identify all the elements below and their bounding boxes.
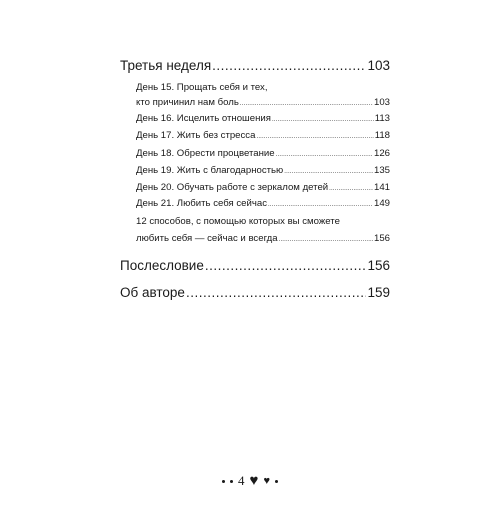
toc-leader-dots (212, 58, 366, 73)
toc-entry-title: День 16. Исцелить отношения (136, 113, 271, 124)
toc-entry-day-15 (136, 97, 390, 108)
toc-entry-day-16 (136, 113, 390, 124)
toc-leader-dots (240, 101, 373, 107)
toc-entry-title: любить себя — сейчас и всегда (136, 233, 278, 244)
toc-section-third-week (120, 58, 390, 73)
toc-leader-dots (205, 258, 367, 273)
toc-entry-title: кто причинил нам боль (136, 97, 239, 108)
toc-section-about-author (120, 285, 390, 300)
toc-entry-line1: 12 способов, с помощью которых вы сможете (136, 216, 340, 227)
toc-page-number: 156 (373, 233, 390, 244)
toc-entry-line1: День 15. Прощать себя и тех, (136, 82, 268, 93)
toc-leader-dots (272, 117, 374, 123)
toc-page-number: 118 (374, 130, 390, 141)
toc-leader-dots (279, 237, 373, 243)
toc-page-number: 159 (367, 285, 390, 300)
toc-entry-title: День 21. Любить себя сейчас (136, 198, 267, 209)
toc-leader-dots (284, 169, 373, 175)
heart-small-icon: ♥ (263, 474, 270, 487)
toc-entry-day-17 (136, 130, 390, 141)
toc-page-number: 126 (373, 148, 390, 159)
toc-leader-dots (268, 202, 373, 208)
page-number: 4 (238, 473, 245, 488)
toc-entry-day-18 (136, 148, 390, 159)
toc-page-number: 156 (367, 258, 390, 273)
toc-section-title: Об авторе (120, 285, 185, 300)
dot-ornament-icon (275, 480, 278, 483)
toc-entry-day-19 (136, 165, 390, 176)
toc-page-number: 135 (373, 165, 390, 176)
toc-section-title: Послесловие (120, 258, 204, 273)
toc-leader-dots (329, 186, 373, 192)
dot-ornament-icon (230, 480, 233, 483)
toc-entry-title: День 18. Обрести процветание (136, 148, 275, 159)
dot-ornament-icon (222, 480, 225, 483)
toc-entry-12-ways (136, 233, 390, 244)
toc-page-number: 103 (373, 97, 390, 108)
toc-entry-title: День 20. Обучать работе с зеркалом детей (136, 182, 329, 193)
toc-page-number: 141 (373, 182, 390, 193)
toc-entry-day-20 (136, 182, 390, 193)
toc-page-number: 149 (373, 198, 390, 209)
toc-entry-day-21 (136, 198, 390, 209)
toc-leader-dots (256, 134, 373, 140)
toc-page-number: 113 (374, 113, 390, 124)
page-footer (0, 473, 500, 489)
heart-icon: ♥ (249, 472, 259, 489)
toc-leader-dots (276, 152, 373, 158)
toc-page-number: 103 (367, 58, 390, 73)
toc-leader-dots (186, 285, 367, 300)
toc-entry-title: День 17. Жить без стресса (136, 130, 256, 141)
toc-section-title: Третья неделя (120, 58, 212, 73)
toc-entry-title: День 19. Жить с благодарностью (136, 165, 284, 176)
toc-section-afterword (120, 258, 390, 273)
